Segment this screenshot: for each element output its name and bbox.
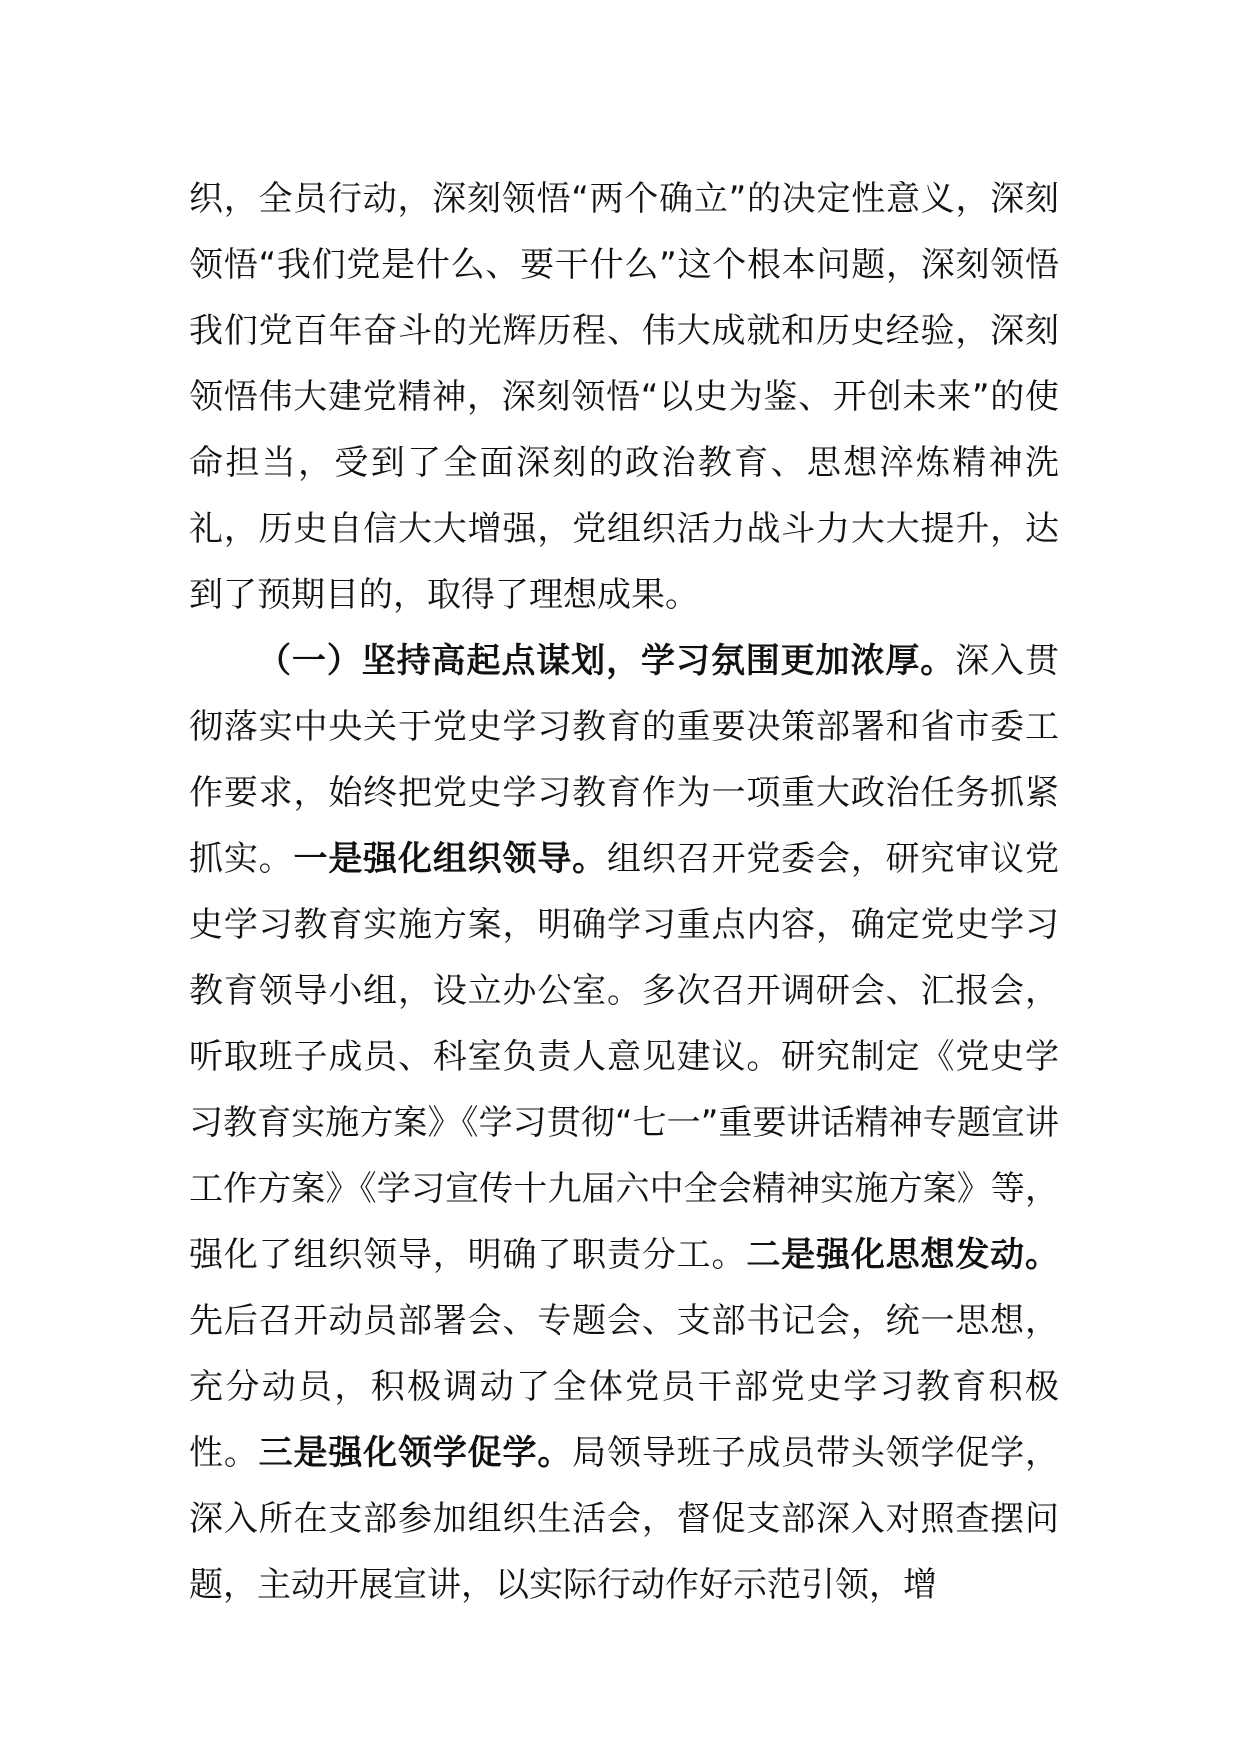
point-heading-two: 二是强化思想发动。 xyxy=(746,1235,1060,1275)
text-run: 深入贯彻落实中央关于党史学习教育的重要决策部署和省市委工作要求，始终把党史学习教育作为一项重大政治任务抓紧抓实。 xyxy=(189,641,1060,879)
text-run: 织，全员行动，深刻领悟“两个确立”的决定性意义，深刻领悟“我们党是什么、要干什么”这个根本问题，深刻领悟我们党百年奋斗的光辉历程、伟大成就和历史经验，深刻领悟伟大建党精神，深刻领悟“以史为鉴、开创未来”的使命担当，受到了全面深刻的政治教育、思想淬炼精神洗礼，历史自信大大增强，党组织活力战斗力大大提升，达到了预期目的，取得了理想成果。 xyxy=(189,179,1059,615)
paragraph-continuation xyxy=(189,166,1059,628)
section-heading: （一）坚持高起点谋划，学习氛围更加浓厚。 xyxy=(257,641,956,681)
text-run: 组织召开党委会，研究审议党史学习教育实施方案，明确学习重点内容，确定党史学习教育领导小组，设立办公室。多次召开调研会、汇报会，听取班子成员、科室负责人意见建议。研究制定《党史学习教育实施方案》《学习贯彻“七一”重要讲话精神专题宣讲工作方案》《学习宣传十九届六中全会精神实施方案》等，强化了组织领导，明确了职责分工。 xyxy=(189,839,1059,1275)
paragraph-section-one xyxy=(189,628,1059,1618)
point-heading-three: 三是强化领学促学。 xyxy=(258,1433,573,1473)
document-body xyxy=(189,166,1059,1618)
point-heading-one: 一是强化组织领导。 xyxy=(293,839,607,879)
text-run: 先后召开动员部署会、专题会、支部书记会，统一思想，充分动员，积极调动了全体党员干部党史学习教育积极性。 xyxy=(189,1301,1059,1473)
text-run: 局领导班子成员带头领学促学，深入所在支部参加组织生活会，督促支部深入对照查摆问题，主动开展宣讲，以实际行动作好示范引领，增 xyxy=(189,1433,1060,1605)
